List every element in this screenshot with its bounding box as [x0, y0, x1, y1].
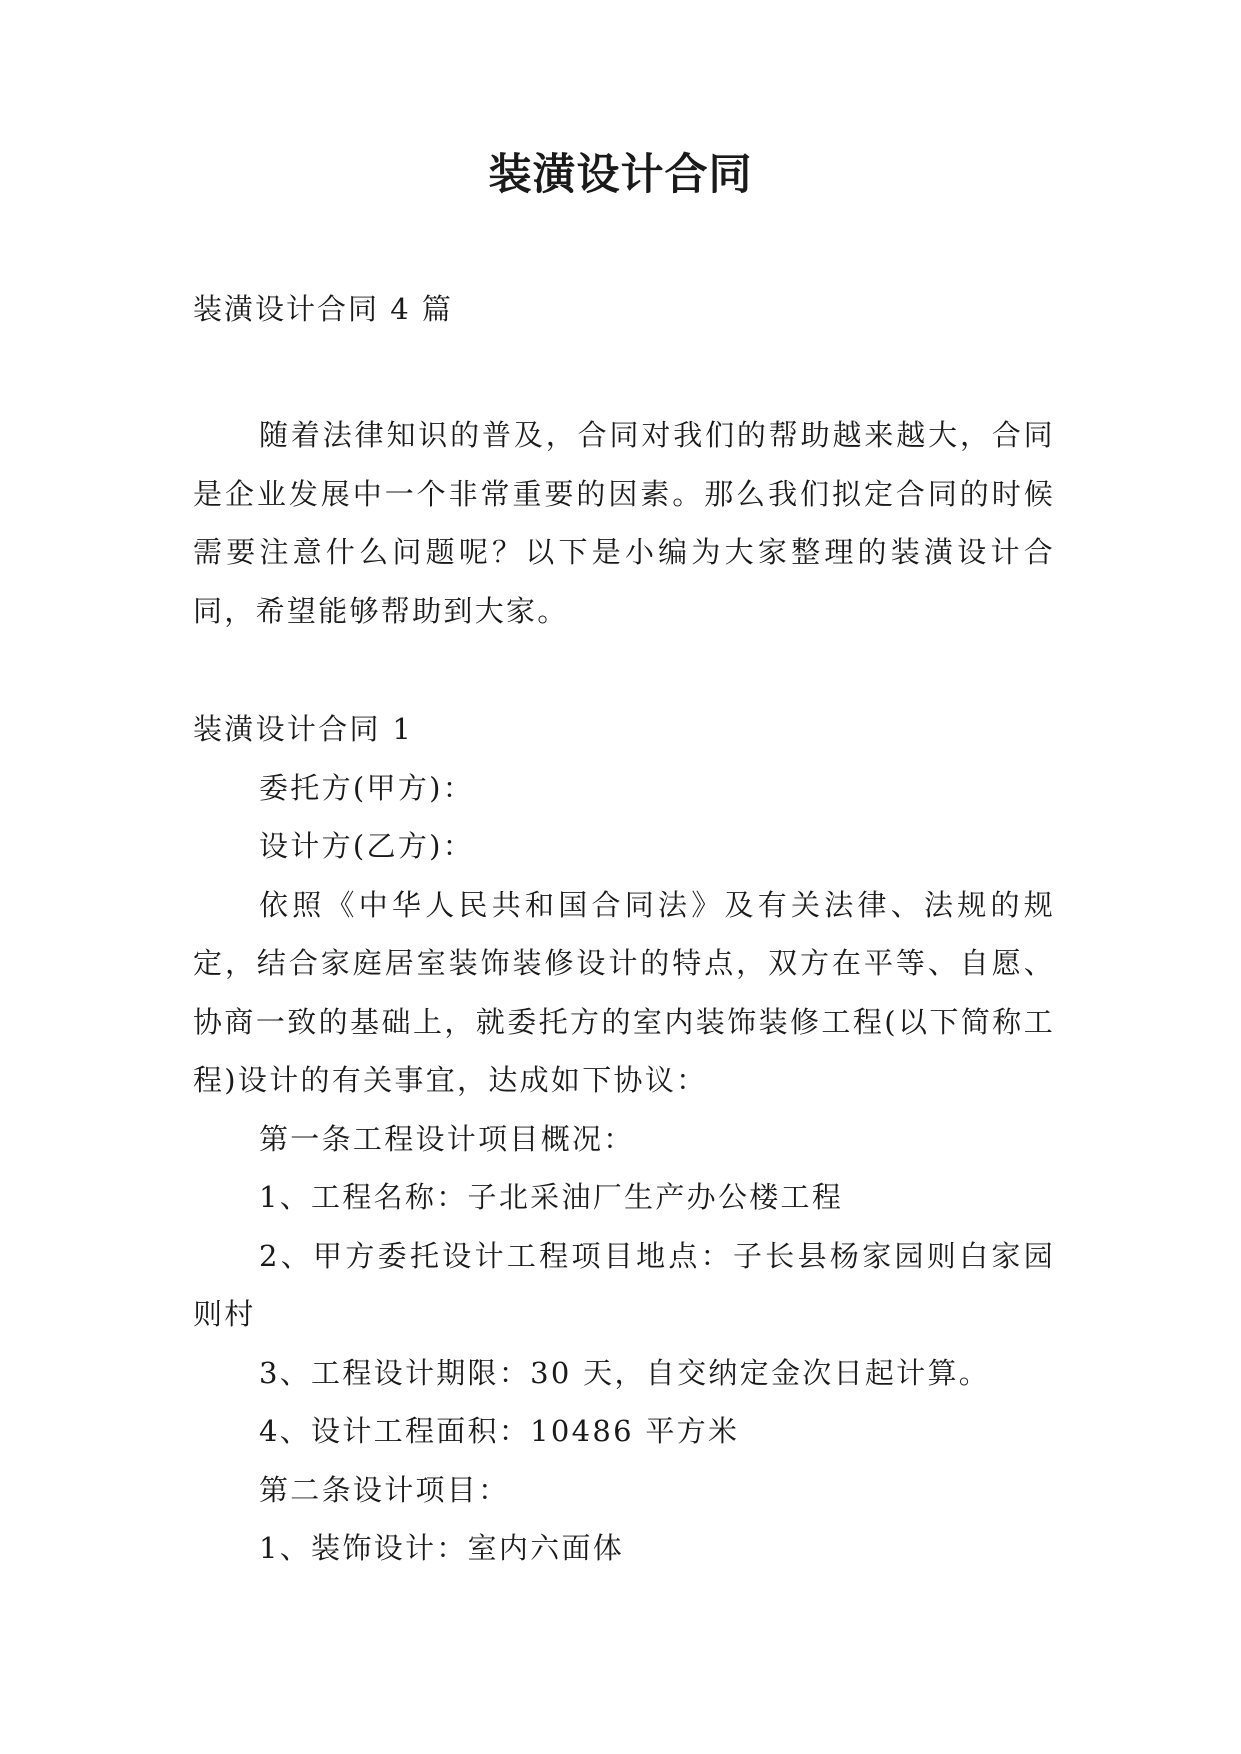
article1-item3: 3、工程设计期限：30 天，自交纳定金次日起计算。	[259, 1355, 991, 1390]
party-a-line: 委托方(甲方)：	[259, 770, 475, 805]
article1-item4: 4、设计工程面积：10486 平方米	[259, 1414, 740, 1448]
article2-title: 第二条设计项目：	[259, 1472, 510, 1507]
article1-item2: 2、甲方委托设计工程项目地点：子长县杨家园则白家园则村	[193, 1238, 1055, 1331]
article1-item1: 1、工程名称：子北采油厂生产办公楼工程	[259, 1180, 844, 1214]
article2-item1: 1、装饰设计：室内六面体	[259, 1531, 625, 1565]
document-title: 装潢设计合同	[488, 150, 753, 200]
intro-paragraph: 随着法律知识的普及，合同对我们的帮助越来越大，合同是企业发展中一个非常重要的因素。那么我们拟定合同的时候需要注意什么问题呢？以下是小编为大家整理的装潢设计合同，希望能够帮助到大家。	[193, 418, 1055, 628]
preamble-paragraph: 依照《中华人民共和国合同法》及有关法律、法规的规定，结合家庭居室装饰装修设计的特点，双方在平等、自愿、协商一致的基础上，就委托方的室内装饰装修工程(以下简称工程)设计的有关事宜，达成如下协议：	[193, 887, 1055, 1097]
section-heading: 装潢设计合同 1	[193, 712, 414, 746]
article1-title: 第一条工程设计项目概况：	[259, 1121, 635, 1156]
document-subtitle: 装潢设计合同 4 篇	[193, 292, 453, 326]
contract-body	[193, 700, 1055, 1578]
party-b-line: 设计方(乙方)：	[259, 829, 475, 863]
